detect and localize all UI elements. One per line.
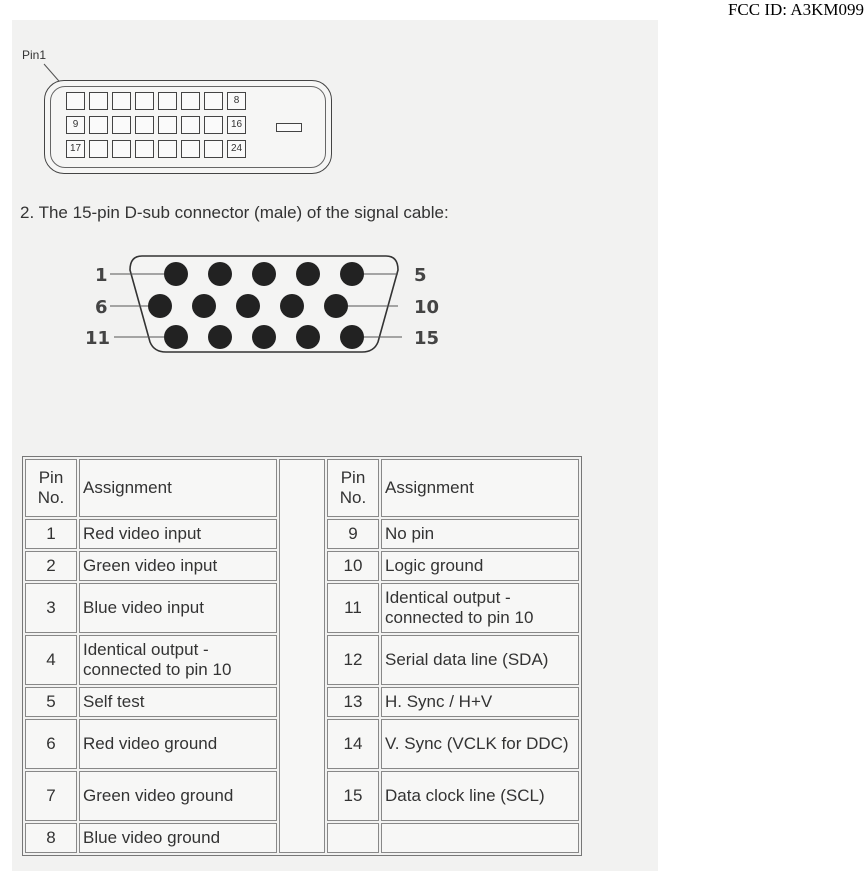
dvi-pin-cell xyxy=(158,140,177,158)
dsub-label-1: 1 xyxy=(95,265,108,286)
header-pin-no-right: Pin No. xyxy=(327,459,379,517)
assignment-cell: Identical output - connected to pin 10 xyxy=(381,583,579,633)
pin-number-cell: 4 xyxy=(25,635,77,685)
pin-number-cell: 13 xyxy=(327,687,379,717)
dsub-pin-13 xyxy=(252,325,276,349)
dvi-pin-cell xyxy=(89,116,108,134)
assignment-cell: Red video input xyxy=(79,519,277,549)
assignment-cell: Blue video input xyxy=(79,583,277,633)
pin-assignment-table xyxy=(22,456,582,856)
header-assignment-left: Assignment xyxy=(79,459,277,517)
assignment-cell: H. Sync / H+V xyxy=(381,687,579,717)
dvi-pin-cell xyxy=(204,92,223,110)
pin-number-cell: 8 xyxy=(25,823,77,853)
dvi-pin-cell xyxy=(112,116,131,134)
dvi-pin-cell: 24 xyxy=(227,140,246,158)
assignment-cell: Green video ground xyxy=(79,771,277,821)
dsub-pin-15 xyxy=(340,325,364,349)
dsub-pin-6 xyxy=(148,294,172,318)
assignment-cell: Blue video ground xyxy=(79,823,277,853)
pin-number-cell: 11 xyxy=(327,583,379,633)
dsub-pin-9 xyxy=(280,294,304,318)
dvi-pin-cell xyxy=(112,92,131,110)
pin-number-cell: 10 xyxy=(327,551,379,581)
assignment-cell: Self test xyxy=(79,687,277,717)
dvi-pin-cell xyxy=(66,92,85,110)
dvi-pin-cell xyxy=(204,116,223,134)
pin-number-cell: 6 xyxy=(25,719,77,769)
pin-table-body xyxy=(25,459,579,853)
dvi-pin-cell: 9 xyxy=(66,116,85,134)
dsub-label-5: 5 xyxy=(414,265,427,286)
assignment-cell: Logic ground xyxy=(381,551,579,581)
dvi-pin-cell xyxy=(89,140,108,158)
pin1-label: Pin1 xyxy=(22,48,47,62)
pin-number-cell: 7 xyxy=(25,771,77,821)
dvi-pin-cell: 16 xyxy=(227,116,246,134)
pin-number-cell: 1 xyxy=(25,519,77,549)
pin-number-cell: 5 xyxy=(25,687,77,717)
dsub-label-10: 10 xyxy=(414,297,440,318)
assignment-cell: Serial data line (SDA) xyxy=(381,635,579,685)
pin-number-cell: 3 xyxy=(25,583,77,633)
assignment-cell: No pin xyxy=(381,519,579,549)
dsub-pin-1 xyxy=(164,262,188,286)
assignment-cell: Data clock line (SCL) xyxy=(381,771,579,821)
dvi-pin-cell xyxy=(181,140,200,158)
dsub-heading: 2. The 15-pin D-sub connector (male) of the signal cable: xyxy=(20,203,449,222)
pin-number-cell: 9 xyxy=(327,519,379,549)
pin-number-cell: 12 xyxy=(327,635,379,685)
dvi-pin-cell xyxy=(158,116,177,134)
dsub-pin-4 xyxy=(296,262,320,286)
dsub-label-11: 11 xyxy=(85,328,111,349)
pin-number-cell xyxy=(327,823,379,853)
dvi-pin-cell xyxy=(181,116,200,134)
dvi-pin-cell xyxy=(112,140,131,158)
fcc-id: FCC ID: A3KM099 xyxy=(727,0,864,19)
header-assignment-right: Assignment xyxy=(381,459,579,517)
dsub-pin-7 xyxy=(192,294,216,318)
dsub-pin-12 xyxy=(208,325,232,349)
assignment-cell xyxy=(381,823,579,853)
dvi-pin-cell xyxy=(135,116,154,134)
dvi-pin-cell xyxy=(135,140,154,158)
dvi-pin-grid xyxy=(66,92,246,158)
assignment-cell: V. Sync (VCLK for DDC) xyxy=(381,719,579,769)
table-column-separator xyxy=(279,459,325,853)
dvi-pin-cell xyxy=(181,92,200,110)
dvi-flat-blade-slot xyxy=(276,123,302,132)
dsub-pin-2 xyxy=(208,262,232,286)
assignment-cell: Identical output - connected to pin 10 xyxy=(79,635,277,685)
pin-number-cell: 2 xyxy=(25,551,77,581)
dvi-pin-cell: 17 xyxy=(66,140,85,158)
dsub-label-15: 15 xyxy=(414,328,440,349)
header-pin-no-left: Pin No. xyxy=(25,459,77,517)
dvi-pin-cell: 8 xyxy=(227,92,246,110)
dvi-pin-cell xyxy=(204,140,223,158)
dvi-pin-cell xyxy=(135,92,154,110)
dsub-15-connector xyxy=(80,244,460,364)
pin-number-cell: 15 xyxy=(327,771,379,821)
dsub-pin-10 xyxy=(324,294,348,318)
dsub-pin-5 xyxy=(340,262,364,286)
dvi-pin-cell xyxy=(158,92,177,110)
dsub-pin-11 xyxy=(164,325,188,349)
dsub-pin-14 xyxy=(296,325,320,349)
assignment-cell: Red video ground xyxy=(79,719,277,769)
dsub-pin-8 xyxy=(236,294,260,318)
dsub-pin-3 xyxy=(252,262,276,286)
assignment-cell: Green video input xyxy=(79,551,277,581)
table-header-row xyxy=(25,459,579,517)
dvi-pin-cell xyxy=(89,92,108,110)
pin-number-cell: 14 xyxy=(327,719,379,769)
dsub-label-6: 6 xyxy=(95,297,108,318)
